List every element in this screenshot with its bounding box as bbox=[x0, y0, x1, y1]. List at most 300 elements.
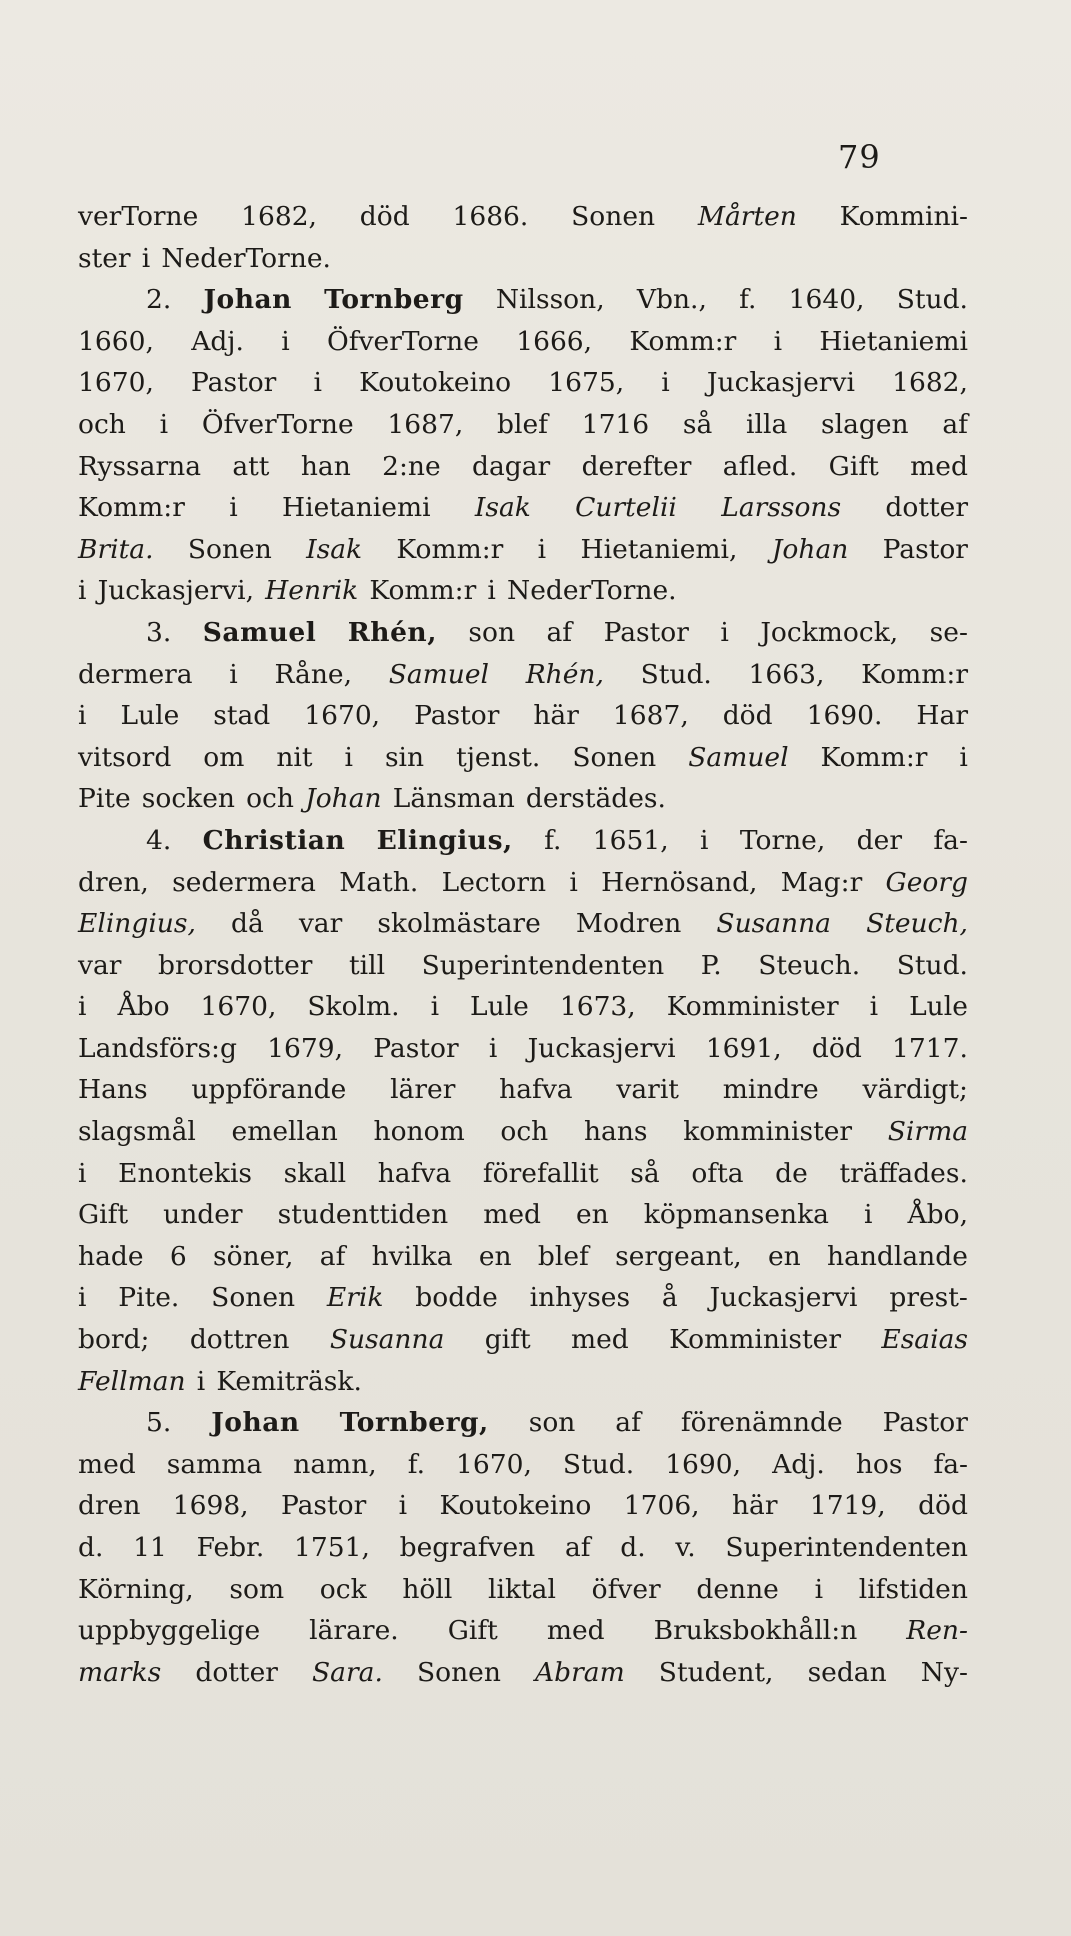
word: emellan bbox=[231, 1116, 338, 1148]
word: Henrik bbox=[265, 575, 359, 607]
word: Bruksbokhåll:n bbox=[653, 1615, 858, 1647]
word: marks bbox=[78, 1656, 162, 1688]
word: hade bbox=[78, 1240, 144, 1272]
word: Ryssarna bbox=[78, 450, 201, 482]
word: hafva bbox=[377, 1157, 452, 1189]
word: ÖfverTorne bbox=[327, 325, 479, 357]
word: död bbox=[359, 201, 410, 232]
text-line bbox=[78, 487, 968, 529]
word: dotter bbox=[885, 492, 968, 524]
word: under bbox=[163, 1199, 243, 1231]
word: dren bbox=[78, 1490, 141, 1522]
word: med bbox=[570, 1324, 629, 1356]
word: f. bbox=[739, 284, 757, 316]
word: i bbox=[864, 1199, 873, 1231]
word: hans bbox=[583, 1116, 648, 1148]
word: skolmästare bbox=[377, 908, 541, 940]
word: Christian bbox=[202, 824, 346, 856]
word: bodde bbox=[415, 1282, 498, 1314]
word: 1716 bbox=[581, 408, 650, 440]
word: 1682, bbox=[241, 201, 317, 232]
word: liktal bbox=[488, 1573, 556, 1605]
word: Länsman bbox=[392, 783, 515, 815]
word: med bbox=[546, 1615, 605, 1647]
word: i bbox=[537, 533, 547, 565]
word: Torne, bbox=[739, 824, 826, 856]
word: som bbox=[229, 1573, 285, 1605]
word: inhyses bbox=[529, 1282, 631, 1314]
word: 11 bbox=[133, 1532, 167, 1563]
word: i bbox=[959, 741, 968, 773]
word: Tornberg, bbox=[339, 1407, 489, 1439]
word: då bbox=[230, 908, 264, 940]
text-line bbox=[78, 945, 968, 987]
word: Sonen bbox=[187, 533, 272, 565]
word: 1670, bbox=[78, 367, 154, 399]
word: fa- bbox=[933, 824, 968, 856]
word: vitsord bbox=[78, 741, 172, 773]
word: Elingius, bbox=[78, 908, 196, 940]
word: afled. bbox=[722, 450, 798, 482]
word: Juckasjervi bbox=[709, 1282, 858, 1314]
word: och bbox=[500, 1116, 549, 1148]
word: verTorne bbox=[78, 201, 199, 232]
word: Råne, bbox=[274, 658, 352, 690]
word: i bbox=[869, 991, 879, 1023]
word: Elingius, bbox=[376, 824, 513, 856]
word: Pastor bbox=[414, 700, 500, 732]
word: Nilsson, bbox=[495, 284, 605, 316]
word: Komminister bbox=[669, 1324, 842, 1356]
text-line bbox=[78, 695, 968, 737]
word: Johan bbox=[771, 533, 849, 565]
text-line bbox=[78, 737, 968, 779]
word: i bbox=[78, 1157, 87, 1189]
text-line bbox=[78, 1402, 968, 1444]
text-line bbox=[78, 196, 968, 238]
word: Susanna bbox=[329, 1324, 445, 1356]
word: 4. bbox=[146, 824, 172, 856]
word: med bbox=[910, 450, 968, 482]
word: så bbox=[630, 1157, 660, 1189]
word: Susanna bbox=[716, 908, 831, 940]
word: Juckasjervi bbox=[527, 1032, 676, 1064]
text-line bbox=[78, 362, 968, 404]
word: ster bbox=[78, 242, 131, 274]
word: 1651, bbox=[592, 824, 669, 856]
word: derefter bbox=[581, 450, 692, 482]
word: af bbox=[319, 1240, 346, 1272]
word: och bbox=[78, 408, 126, 440]
word: slagen bbox=[821, 408, 909, 440]
word: f. bbox=[407, 1448, 426, 1480]
word: der bbox=[856, 824, 902, 856]
word: Stud. bbox=[640, 658, 712, 690]
word: 1670, bbox=[200, 991, 277, 1023]
word: om bbox=[203, 741, 245, 773]
word: Gift bbox=[78, 1199, 129, 1231]
word: ock bbox=[319, 1573, 367, 1605]
word: skall bbox=[283, 1157, 347, 1189]
word: handlande bbox=[827, 1240, 968, 1272]
word: stad bbox=[213, 700, 271, 732]
word: namn, bbox=[293, 1448, 377, 1480]
text-line bbox=[78, 1527, 968, 1569]
word: Ny- bbox=[920, 1656, 968, 1688]
word: P. bbox=[700, 949, 722, 981]
word: 2:ne bbox=[382, 450, 441, 482]
word: söner, bbox=[212, 1240, 294, 1272]
word: derstädes. bbox=[525, 783, 666, 815]
word: nit bbox=[276, 741, 313, 773]
word: Samuel bbox=[388, 658, 489, 690]
word: Komm:r bbox=[396, 533, 504, 565]
word: så bbox=[682, 408, 713, 440]
word: fa- bbox=[933, 1448, 968, 1480]
word: hvilka bbox=[371, 1240, 453, 1272]
word: Sonen bbox=[572, 741, 657, 773]
text-line bbox=[78, 1610, 968, 1652]
text-line bbox=[78, 570, 968, 612]
word: i bbox=[78, 575, 87, 607]
word: illa bbox=[746, 408, 788, 440]
word: NederTorne. bbox=[507, 575, 677, 607]
text-line bbox=[78, 446, 968, 488]
word: lärare. bbox=[309, 1615, 399, 1647]
word: d. bbox=[620, 1532, 646, 1563]
word: till bbox=[349, 949, 386, 981]
word: 1698, bbox=[172, 1490, 249, 1522]
word: uppbyggelige bbox=[78, 1615, 261, 1647]
word: Jockmock, bbox=[760, 616, 899, 648]
word: Stud. bbox=[896, 949, 968, 981]
word: ofta bbox=[691, 1157, 744, 1189]
word: sedan bbox=[807, 1656, 887, 1688]
word: 1691, bbox=[705, 1032, 782, 1064]
text-line bbox=[78, 903, 968, 945]
text-line bbox=[78, 1361, 968, 1403]
word: Koutokeino bbox=[439, 1490, 592, 1522]
word: Rhén, bbox=[347, 616, 437, 648]
word: 1660, bbox=[78, 325, 154, 357]
text-line bbox=[78, 1194, 968, 1236]
word: i bbox=[344, 741, 353, 773]
word: öfver bbox=[591, 1573, 661, 1605]
word: lärer bbox=[390, 1074, 456, 1106]
word: 1670, bbox=[304, 700, 381, 732]
word: och bbox=[246, 783, 294, 815]
word: dren, bbox=[78, 866, 149, 898]
word: Brita. bbox=[78, 533, 154, 565]
word: Komm:r bbox=[629, 325, 737, 357]
word: i bbox=[720, 616, 729, 648]
word: i bbox=[281, 325, 290, 357]
word: Johan bbox=[203, 284, 292, 316]
word: 1690. bbox=[806, 700, 883, 732]
word: sergeant, bbox=[615, 1240, 742, 1272]
word: 1686. bbox=[452, 201, 529, 232]
word: Samuel bbox=[688, 741, 789, 773]
word: blef bbox=[497, 408, 548, 440]
word: i bbox=[398, 1490, 408, 1522]
word: Isak bbox=[474, 492, 531, 524]
word: hos bbox=[855, 1448, 903, 1480]
word: en bbox=[767, 1240, 801, 1272]
word: v. bbox=[675, 1532, 696, 1563]
word: Stud. bbox=[562, 1448, 635, 1480]
word: i bbox=[141, 242, 151, 274]
word: han bbox=[300, 450, 351, 482]
text-line bbox=[78, 1652, 968, 1694]
word: i bbox=[78, 991, 87, 1023]
text-line bbox=[78, 654, 968, 696]
word: Erik bbox=[326, 1282, 384, 1314]
word: i bbox=[196, 1365, 206, 1397]
word: Curtelii bbox=[575, 492, 677, 524]
word: samma bbox=[166, 1448, 263, 1480]
word: prest- bbox=[889, 1282, 968, 1314]
word: Komminister bbox=[666, 991, 839, 1023]
text-line bbox=[78, 1485, 968, 1527]
word: å bbox=[661, 1282, 678, 1314]
word: Vbn., bbox=[636, 284, 707, 316]
word: Student, bbox=[658, 1656, 774, 1688]
word: Pastor bbox=[882, 533, 968, 565]
word: här bbox=[731, 1490, 778, 1522]
word: Juckasjervi, bbox=[97, 575, 255, 607]
text-line bbox=[78, 1028, 968, 1070]
word: Larssons bbox=[721, 492, 842, 524]
word: Mag:r bbox=[780, 866, 863, 898]
text-line bbox=[78, 529, 968, 571]
word: af bbox=[546, 616, 573, 648]
word: af bbox=[564, 1532, 591, 1563]
word: 1670, bbox=[456, 1448, 532, 1480]
word: i bbox=[159, 408, 169, 440]
word: NederTorne. bbox=[161, 242, 331, 274]
word: 1682, bbox=[892, 367, 968, 399]
word: 1687, bbox=[612, 700, 689, 732]
word: Modren bbox=[575, 908, 682, 940]
word: Gift bbox=[828, 450, 879, 482]
word: i bbox=[78, 700, 87, 732]
word: lifstiden bbox=[858, 1573, 968, 1605]
word: Adj. bbox=[191, 325, 244, 357]
word: de bbox=[775, 1157, 808, 1189]
word: f. bbox=[544, 824, 562, 856]
word: honom bbox=[373, 1116, 465, 1148]
word: slagsmål bbox=[78, 1116, 196, 1148]
word: 1663, bbox=[748, 658, 825, 690]
word: 1719, bbox=[809, 1490, 886, 1522]
word: son bbox=[468, 616, 516, 648]
word: Pastor bbox=[373, 1032, 459, 1064]
word: dermera bbox=[78, 658, 193, 690]
word: Lectorn bbox=[441, 866, 547, 898]
word: 3. bbox=[146, 616, 172, 648]
word: 1687, bbox=[387, 408, 464, 440]
word: Pastor bbox=[280, 1490, 367, 1522]
text-line bbox=[78, 321, 968, 363]
text-line bbox=[78, 1319, 968, 1361]
word: i bbox=[313, 367, 322, 399]
word: dotter bbox=[195, 1656, 278, 1688]
body-text bbox=[78, 196, 968, 1693]
text-line bbox=[78, 778, 968, 820]
text-line bbox=[78, 1153, 968, 1195]
page-number: 79 bbox=[838, 138, 881, 176]
word: död bbox=[918, 1490, 968, 1522]
word: en bbox=[576, 1199, 609, 1231]
word: Har bbox=[916, 700, 968, 732]
word: i bbox=[229, 658, 238, 690]
word: Johan bbox=[305, 783, 382, 815]
word: 2. bbox=[146, 284, 172, 316]
word: Kommini- bbox=[839, 201, 968, 232]
word: med bbox=[78, 1448, 136, 1480]
text-line bbox=[78, 1069, 968, 1111]
word: se- bbox=[929, 616, 968, 648]
word: förenämnde bbox=[680, 1407, 843, 1439]
text-line bbox=[78, 238, 968, 280]
text-line bbox=[78, 862, 968, 904]
word: Landsförs:g bbox=[78, 1032, 237, 1064]
word: var bbox=[298, 908, 343, 940]
word: Sonen bbox=[571, 201, 656, 232]
word: Hietaniemi bbox=[819, 325, 968, 357]
word: studenttiden bbox=[277, 1199, 449, 1231]
word: Skolm. bbox=[307, 991, 400, 1023]
word: Pastor bbox=[603, 616, 689, 648]
word: Stud. bbox=[896, 284, 968, 316]
word: i bbox=[487, 575, 496, 607]
word: Sara. bbox=[312, 1656, 383, 1688]
word: gift bbox=[484, 1324, 531, 1356]
word: Komm:r bbox=[369, 575, 477, 607]
word: Hietaniemi bbox=[282, 492, 431, 524]
word: Georg bbox=[885, 866, 968, 898]
word: mindre bbox=[722, 1074, 819, 1106]
word: son bbox=[528, 1407, 576, 1439]
word: Körning, bbox=[78, 1573, 194, 1605]
word: bord; bbox=[78, 1324, 150, 1356]
word: socken bbox=[141, 783, 235, 815]
text-line bbox=[78, 1111, 968, 1153]
word: förefallit bbox=[482, 1157, 599, 1189]
word: i bbox=[78, 1282, 87, 1314]
word: 1690, bbox=[665, 1448, 742, 1480]
word: Komm:r bbox=[861, 658, 968, 690]
word: Rhén, bbox=[525, 658, 604, 690]
word: i bbox=[661, 367, 670, 399]
word: död bbox=[811, 1032, 862, 1064]
word: i bbox=[773, 325, 783, 357]
word: hafva bbox=[499, 1074, 573, 1106]
word: denne bbox=[696, 1573, 779, 1605]
word: Febr. bbox=[196, 1532, 265, 1563]
word: 1679, bbox=[267, 1032, 344, 1064]
word: i bbox=[814, 1573, 824, 1605]
word: köpmansenka bbox=[643, 1199, 829, 1231]
word: 1666, bbox=[516, 325, 593, 357]
word: sin bbox=[384, 741, 425, 773]
word: höll bbox=[402, 1573, 453, 1605]
word: Lule bbox=[470, 991, 529, 1023]
word: Adj. bbox=[772, 1448, 825, 1480]
word: Samuel bbox=[202, 616, 317, 648]
word: Sirma bbox=[887, 1116, 968, 1148]
word: Sonen bbox=[211, 1282, 296, 1314]
word: varit bbox=[616, 1074, 679, 1106]
word: 1640, bbox=[788, 284, 865, 316]
word: dottren bbox=[189, 1324, 290, 1356]
word: sedermera bbox=[172, 866, 316, 898]
word: Esaias bbox=[881, 1324, 968, 1356]
word: i bbox=[700, 824, 709, 856]
word: Åbo bbox=[117, 991, 170, 1023]
word: 6 bbox=[169, 1240, 187, 1272]
word: 5. bbox=[146, 1407, 172, 1439]
word: Pite. bbox=[118, 1282, 180, 1314]
text-line bbox=[78, 986, 968, 1028]
word: komminister bbox=[683, 1116, 853, 1148]
word: Steuch. bbox=[758, 949, 861, 981]
word: träffades. bbox=[839, 1157, 968, 1189]
word: begrafven bbox=[399, 1532, 536, 1563]
word: Pastor bbox=[191, 367, 277, 399]
word: Hans bbox=[78, 1074, 148, 1106]
text-line bbox=[78, 820, 968, 862]
word: Åbo, bbox=[907, 1199, 968, 1231]
text-line bbox=[78, 1444, 968, 1486]
word: Enontekis bbox=[118, 1157, 253, 1189]
word: 1675, bbox=[548, 367, 625, 399]
word: att bbox=[232, 450, 270, 482]
text-line bbox=[78, 1569, 968, 1611]
word: Pastor bbox=[882, 1407, 968, 1439]
word: 1717. bbox=[892, 1032, 968, 1064]
word: Superintendenten bbox=[725, 1532, 968, 1563]
word: Mårten bbox=[697, 201, 797, 232]
word: Hietaniemi, bbox=[580, 533, 738, 565]
word: Math. bbox=[339, 866, 419, 898]
text-line bbox=[78, 279, 968, 321]
word: död bbox=[722, 700, 773, 732]
word: uppförande bbox=[191, 1074, 347, 1106]
word: af bbox=[942, 408, 968, 440]
word: Koutokeino bbox=[359, 367, 512, 399]
word: Sonen bbox=[416, 1656, 501, 1688]
word: var bbox=[78, 949, 122, 981]
word: i bbox=[569, 866, 578, 898]
word: Isak bbox=[306, 533, 363, 565]
word: tjenst. bbox=[456, 741, 541, 773]
word: blef bbox=[537, 1240, 589, 1272]
word: Lule bbox=[120, 700, 180, 732]
word: af bbox=[615, 1407, 641, 1439]
word: 1706, bbox=[623, 1490, 700, 1522]
word: Steuch, bbox=[866, 908, 968, 940]
word: Juckasjervi bbox=[706, 367, 855, 399]
word: värdigt; bbox=[862, 1074, 968, 1106]
text-line bbox=[78, 612, 968, 654]
word: med bbox=[483, 1199, 541, 1231]
word: 1751, bbox=[294, 1532, 370, 1563]
word: Abram bbox=[535, 1656, 625, 1688]
word: 1673, bbox=[559, 991, 636, 1023]
word: Ren- bbox=[906, 1615, 968, 1647]
word: Pite bbox=[78, 783, 131, 815]
